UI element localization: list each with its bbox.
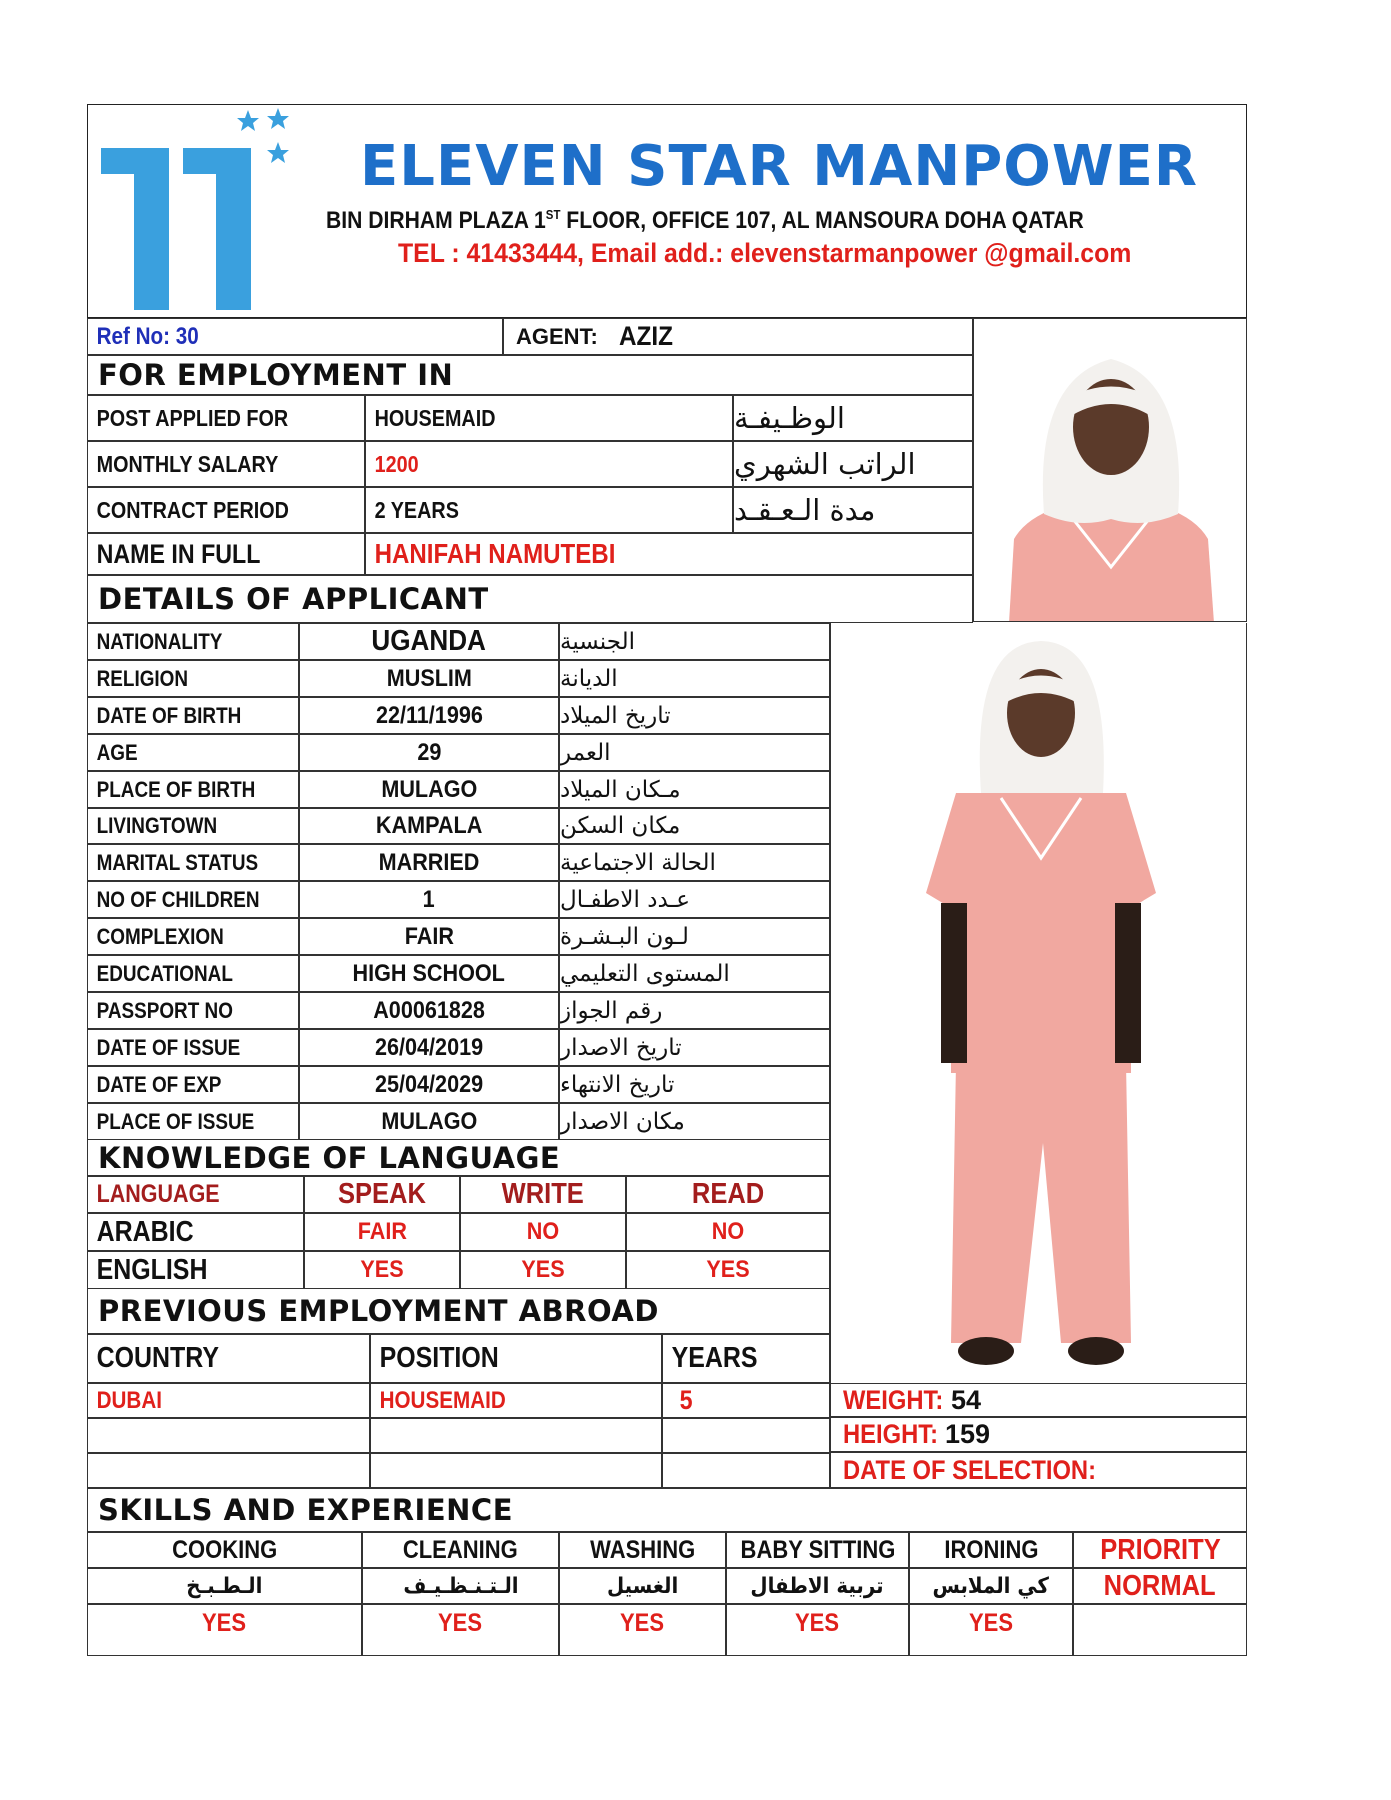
detail-row-arabic [559,1066,830,1103]
detail-row-arabic-text: العمر [560,739,611,766]
previous-cell [370,1383,662,1418]
language-cell-text: ARABIC [96,1215,194,1248]
skill-name-text: CLEANING [403,1535,518,1564]
star-icon [267,142,289,163]
skill-arabic [726,1568,909,1604]
language-cell [460,1251,626,1289]
detail-row-arabic-text: تاريخ الانتهاء [560,1071,675,1098]
detail-row-label [87,1029,299,1066]
skill-name-text: IRONING [943,1535,1039,1564]
language-cell-text: FAIR [357,1218,407,1245]
previous-cell [662,1418,830,1453]
employment-row-label-text: POST APPLIED FOR [96,404,289,431]
skill-name [559,1532,726,1568]
detail-row-label [87,1103,299,1140]
detail-row-label-text: PLACE OF ISSUE [96,1108,255,1134]
detail-row-arabic [559,697,830,734]
language-cell [460,1213,626,1251]
star-icon [237,110,259,131]
name-label [87,533,365,575]
language-cell-text: ENGLISH [96,1253,208,1286]
detail-row-arabic-text: الحالة الاجتماعية [560,849,716,876]
language-cell [304,1251,460,1289]
detail-row-value [299,918,559,955]
detail-row-label [87,844,299,881]
detail-row-value-text: MUSLIM [386,664,472,692]
detail-row-value-text: 1 [422,885,436,913]
detail-row-arabic-text: مـكان الميلاد [560,776,681,803]
skill-value-text: YES [968,1608,1014,1637]
detail-row-value-text: FAIR [404,922,454,950]
previous-header [87,1334,370,1383]
detail-row-arabic [559,1029,830,1066]
priority-label-cell [1073,1532,1247,1568]
skill-value [362,1604,559,1656]
section-title-employment: FOR EMPLOYMENT IN [87,355,973,395]
language-cell-text: YES [360,1256,404,1283]
height-value: 159 [945,1419,991,1449]
detail-row-value-text: 25/04/2029 [374,1070,484,1098]
detail-row-arabic-text: لـون البـشـرة [560,923,689,950]
previous-cell [662,1383,830,1418]
skill-name [87,1532,362,1568]
employment-row-arabic [733,487,973,533]
employment-row-value-text: 1200 [374,450,419,477]
language-header-text: LANGUAGE [96,1180,220,1208]
detail-row-arabic [559,808,830,844]
agent-cell [503,318,973,355]
detail-row-value [299,697,559,734]
detail-row-label [87,992,299,1029]
previous-header [370,1334,662,1383]
detail-row-arabic-text: مكان الاصدار [560,1108,685,1135]
employment-row-arabic [733,441,973,487]
employment-row-label-text: MONTHLY SALARY [96,450,279,477]
skill-arabic-text: كي الملابس [932,1573,1050,1599]
priority-value-cell [1073,1568,1247,1604]
skill-arabic-text: الغسيل [606,1573,679,1599]
detail-row-arabic [559,992,830,1029]
language-header-text: READ [691,1178,765,1210]
detail-row-label-text: AGE [96,739,138,765]
detail-row-arabic [559,1103,830,1140]
language-header-text: WRITE [501,1178,585,1210]
skill-arabic-text: الـتـنـظـيـف [402,1573,519,1599]
detail-row-label-text: PASSPORT NO [96,997,233,1023]
language-cell [87,1251,304,1289]
language-header-text: SPEAK [338,1178,426,1210]
detail-row-arabic [559,771,830,808]
language-header [460,1176,626,1213]
previous-header-text: POSITION [379,1342,499,1374]
previous-cell-text: HOUSEMAID [379,1386,506,1414]
detail-row-label-text: EDUCATIONAL [96,960,233,986]
detail-row-value-text: 29 [416,738,442,766]
detail-row-value-text: HIGH SCHOOL [352,959,506,987]
previous-cell-text: 5 [679,1385,693,1415]
skill-arabic [909,1568,1073,1604]
detail-row-label-text: LIVINGTOWN [96,813,218,838]
selection-date-label: DATE OF SELECTION: [843,1454,1096,1485]
detail-row-arabic [559,955,830,992]
detail-row-label [87,623,299,660]
detail-row-label [87,660,299,697]
detail-row-arabic [559,881,830,918]
skill-arabic-text: الـطـبـخ [186,1573,263,1599]
detail-row-label-text: NO OF CHILDREN [96,886,260,912]
detail-row-label [87,771,299,808]
detail-row-label [87,808,299,844]
detail-row-label [87,918,299,955]
detail-row-arabic-text: عـدد الاطفـال [560,886,690,913]
language-header [304,1176,460,1213]
logo-mark [98,108,298,313]
detail-row-value [299,734,559,771]
detail-row-label [87,734,299,771]
detail-row-label-text: DATE OF EXP [96,1071,222,1097]
priority-empty-cell [1073,1604,1247,1656]
detail-row-arabic-text: الجنسية [560,628,635,655]
company-logo [98,108,298,313]
section-title-language: KNOWLEDGE OF LANGUAGE [87,1139,830,1176]
detail-row-arabic-text: مكان السكن [560,813,681,839]
weight-cell [830,1383,1247,1417]
skill-arabic-text: تربية الاطفال [750,1573,885,1599]
ref-label: Ref No: 30 [96,322,199,350]
detail-row-value [299,808,559,844]
previous-header [662,1334,830,1383]
detail-row-arabic-text: تاريخ الميلاد [560,702,671,729]
previous-header-text: YEARS [671,1342,758,1374]
detail-row-value [299,992,559,1029]
name-label-text: NAME IN FULL [96,538,261,569]
employment-row-label-text: CONTRACT PERIOD [96,496,289,523]
previous-cell [87,1453,370,1488]
previous-cell-text: DUBAI [96,1386,162,1414]
height-cell [830,1417,1247,1452]
skill-arabic [559,1568,726,1604]
ref-number [87,318,503,355]
detail-row-arabic [559,734,830,771]
detail-row-label-text: PLACE OF BIRTH [96,776,256,802]
skill-value-text: YES [620,1608,665,1637]
section-title-previous: PREVIOUS EMPLOYMENT ABROAD [87,1288,830,1334]
skill-name-text: BABY SITTING [740,1535,895,1564]
skill-value-text: YES [795,1608,840,1637]
detail-row-arabic [559,918,830,955]
skill-value [559,1604,726,1656]
priority-value: NORMAL [1103,1569,1216,1602]
skill-name-text: COOKING [171,1535,278,1564]
address-sup: ST [545,207,561,222]
skill-value-text: YES [438,1608,483,1637]
previous-cell [370,1453,662,1488]
detail-row-arabic [559,660,830,697]
detail-row-value-text: 26/04/2019 [374,1033,484,1061]
detail-row-arabic-text: تاريخ الاصدار [560,1034,682,1061]
previous-header-text: COUNTRY [96,1342,219,1374]
detail-row-arabic-text: المستوى التعليمي [560,960,730,987]
skill-name [362,1532,559,1568]
detail-row-value-text: UGANDA [371,625,487,657]
selection-date-cell [830,1452,1247,1488]
name-value [365,533,973,575]
detail-row-value [299,844,559,881]
skill-value-text: YES [202,1608,247,1637]
detail-row-value [299,660,559,697]
name-value-text: HANIFAH NAMUTEBI [374,538,616,569]
detail-row-label [87,881,299,918]
detail-row-label [87,697,299,734]
detail-row-value [299,1103,559,1140]
detail-row-value [299,771,559,808]
agent-value: AZIZ [618,321,673,351]
detail-row-value-text: MARRIED [378,848,480,876]
detail-row-value-text: A00061828 [373,996,485,1024]
language-cell [304,1213,460,1251]
detail-row-label-text: MARITAL STATUS [96,849,259,875]
detail-row-label-text: COMPLEXION [96,923,224,949]
detail-row-arabic-text: الديانة [560,665,618,692]
previous-cell [87,1418,370,1453]
detail-row-value-text: KAMPALA [375,812,483,839]
detail-row-label-text: NATIONALITY [96,628,223,654]
skill-name-text: WASHING [589,1535,696,1564]
employment-row-value-text: 2 YEARS [374,496,459,523]
employment-row-value [365,441,733,487]
detail-row-arabic [559,844,830,881]
language-cell-text: NO [711,1218,745,1245]
employment-row-arabic-text: الراتب الشهري [734,447,916,481]
detail-row-arabic-text: رقم الجواز [560,997,663,1024]
detail-row-label-text: DATE OF ISSUE [96,1034,241,1060]
previous-cell [87,1383,370,1418]
skill-arabic [362,1568,559,1604]
address-part: BIN DIRHAM PLAZA 1 [326,207,546,234]
section-title-skills: SKILLS AND EXPERIENCE [87,1488,1247,1532]
detail-row-label [87,955,299,992]
employment-row-arabic-text: الوظـيفـة [734,401,845,435]
detail-row-value-text: MULAGO [381,775,477,803]
language-cell-text: NO [526,1218,560,1245]
previous-cell [662,1453,830,1488]
detail-row-label [87,1066,299,1103]
detail-row-value [299,1066,559,1103]
priority-label: PRIORITY [1099,1533,1221,1566]
company-address [326,207,1118,235]
language-cell [626,1213,830,1251]
detail-row-label-text: RELIGION [96,665,189,691]
previous-cell [370,1418,662,1453]
skill-name [909,1532,1073,1568]
employment-row-value [365,487,733,533]
applicant-portrait-photo [973,318,1247,622]
language-header [87,1176,304,1213]
company-contact: TEL : 41433444, Email add.: elevenstarmanpower @gmail.com [398,238,1132,268]
company-name: ELEVEN STAR MANPOWER [360,134,1199,199]
language-cell [87,1213,304,1251]
address-part: FLOOR, OFFICE 107, AL MANSOURA DOHA QATAR [560,207,1084,234]
employment-row-label [87,441,365,487]
detail-row-value [299,881,559,918]
detail-row-value [299,955,559,992]
detail-row-value [299,1029,559,1066]
employment-row-value [365,395,733,441]
star-icon [267,108,289,129]
skill-value [726,1604,909,1656]
weight-label: WEIGHT: [843,1384,944,1415]
employment-row-arabic [733,395,973,441]
skill-name [726,1532,909,1568]
language-cell [626,1251,830,1289]
detail-row-label-text: DATE OF BIRTH [96,702,242,728]
employment-row-arabic-text: مدة الـعـقـد [734,493,876,527]
language-header [626,1176,830,1213]
detail-row-value-text: 22/11/1996 [375,701,483,729]
agent-label: AGENT: [516,323,598,349]
detail-row-value [299,623,559,660]
detail-row-value-text: MULAGO [381,1107,477,1135]
section-title-details: DETAILS OF APPLICANT [87,575,973,623]
weight-value: 54 [951,1384,982,1415]
employment-row-label [87,395,365,441]
employment-row-value-text: HOUSEMAID [374,404,496,431]
detail-row-arabic [559,623,830,660]
language-cell-text: YES [706,1256,750,1283]
skill-value [87,1604,362,1656]
applicant-fullbody-photo [830,623,1247,1383]
language-cell-text: YES [521,1256,565,1283]
height-label: HEIGHT: [843,1419,939,1449]
employment-row-label [87,487,365,533]
skill-arabic [87,1568,362,1604]
skill-value [909,1604,1073,1656]
